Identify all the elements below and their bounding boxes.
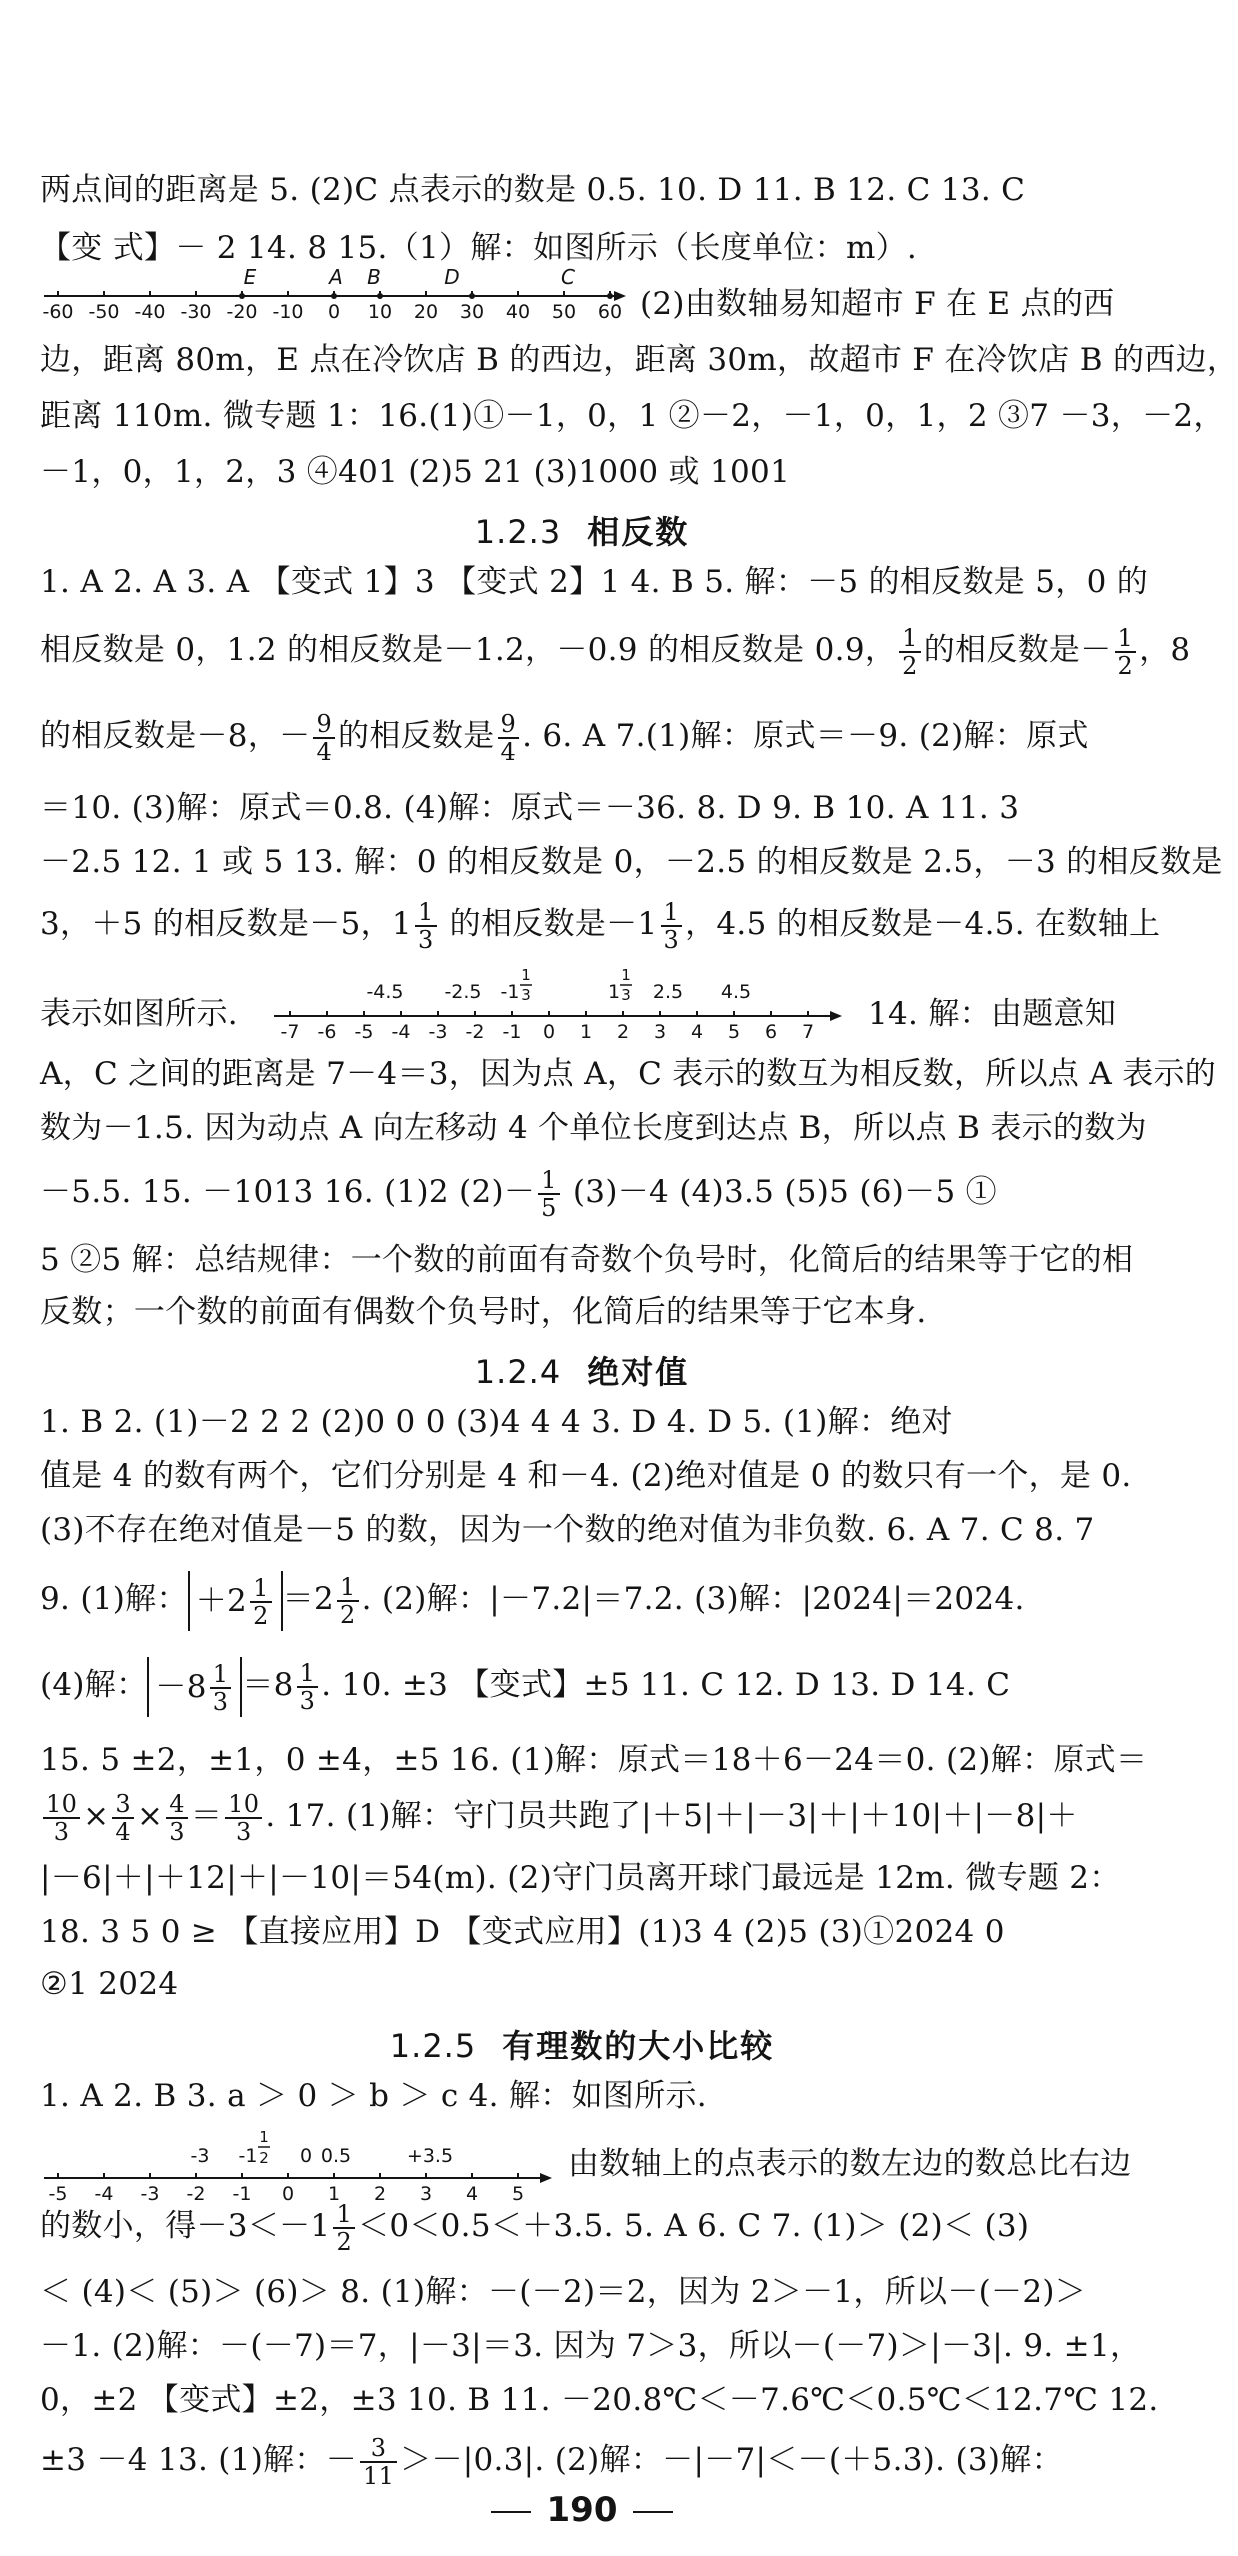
fraction: $\frac{1}{3}$ <box>415 899 437 953</box>
fraction: $\frac{1}{2}$ <box>337 1574 359 1628</box>
fraction: $\frac{4}{3}$ <box>166 1791 188 1845</box>
tick-label: -5 <box>48 2183 68 2205</box>
text-line: |－6|＋|＋12|＋|－10|＝54(m). (2)守门员离开球门最远是 12m. 微专题 2： <box>40 1860 1121 1896</box>
text-line: 14. 解：由题意知 <box>868 996 1117 1032</box>
tick-label: -3 <box>428 1021 448 1043</box>
label-1-third-den: 3 <box>621 986 631 1004</box>
label-1-third: 1 <box>607 981 621 1003</box>
tick-label: 1 <box>579 1021 593 1043</box>
label-0: 0 <box>299 2145 313 2167</box>
text-line: 15. 5 ±2，±1，0 ±4，±5 16. (1)解：原式＝18＋6－24＝0. (2)解：原式＝ <box>40 1742 1148 1778</box>
text-line: 9. (1)解： ＋2 $\frac{1}{2}$ ＝2 $\frac{1}{2}$ . (2)解：|－7.2|＝7.2. (3)解：|2024|＝2024. <box>40 1572 1025 1630</box>
text-line: $\frac{10}{3}$ × $\frac{3}{4}$ × $\frac{4}{3}$ ＝ $\frac{10}{3}$ . 17. (1)解：守门员共跑了|＋5|＋|－3|＋|＋10|＋|－8|＋ <box>40 1786 1130 1846</box>
number-line-2 <box>270 958 850 1052</box>
text-line: (4)解： －8 $\frac{1}{3}$ ＝8 $\frac{1}{3}$ . 10. ±3 【变式】±5 11. C 12. D 13. D 14. C <box>40 1658 1011 1716</box>
text-line: ±3 －4 13. (1)解：－ $\frac{3}{11}$ ＞－|0.3|. (2)解：－|－7|＜－(＋5.3). (3)解： <box>40 2433 1063 2490</box>
tick-label: 4 <box>465 2183 479 2205</box>
fraction: $\frac{3}{11}$ <box>360 2435 397 2489</box>
label-neg-1-half-den: 2 <box>259 2149 269 2167</box>
text-line: －2.5 12. 1 或 5 13. 解：0 的相反数是 0，－2.5 的相反数是 2.5，－3 的相反数是 <box>40 844 1223 880</box>
text-line: 1. A 2. B 3. a ＞ 0 ＞ b ＞ c 4. 解：如图所示. <box>40 2078 707 2114</box>
label-neg-4-5: -4.5 <box>366 981 404 1003</box>
text-line: 由数轴上的点表示的数左边的数总比右边 <box>568 2146 1132 2182</box>
label-neg-1-third: -1 <box>500 981 520 1003</box>
text-line: 边，距离 80m，E 点在冷饮店 B 的西边，距离 30m，故超市 F 在冷饮店 B 的西边， <box>40 342 1238 378</box>
fraction: $\frac{1}{3}$ <box>210 1661 232 1715</box>
section-title: 相反数 <box>587 513 690 551</box>
label-2-5: 2.5 <box>652 981 684 1003</box>
label-3-5: +3.5 <box>406 2145 454 2167</box>
text-line: 的数小，得－3＜－1 $\frac{1}{2}$ ＜0＜0.5＜＋3.5. 5. A 6. C 7. (1)＞ (2)＜ (3) <box>40 2199 1030 2256</box>
tick-label: -3 <box>140 2183 160 2205</box>
tick-label: -4 <box>94 2183 114 2205</box>
text-line: 3，＋5 的相反数是－5，1 $\frac{1}{3}$ 的相反数是－1 $\frac{1}{3}$ ，4.5 的相反数是－4.5. 在数轴上 <box>40 897 1161 954</box>
tick-label: 30 <box>459 301 485 323</box>
text-line: 5 ②5 解：总结规律：一个数的前面有奇数个负号时，化简后的结果等于它的相 <box>40 1242 1134 1278</box>
tick-label: -2 <box>186 2183 206 2205</box>
tick-label: -6 <box>317 1021 337 1043</box>
fraction: $\frac{1}{2}$ <box>250 1575 272 1629</box>
tick-label: 1 <box>327 2183 341 2205</box>
section-title: 绝对值 <box>587 1353 690 1391</box>
text-line: (3)不存在绝对值是－5 的数，因为一个数的绝对值为非负数. 6. A 7. C 8. 7 <box>40 1512 1095 1548</box>
label-neg-1-half: -1 <box>238 2145 258 2167</box>
tick-label: 2 <box>373 2183 387 2205</box>
text-line: ＜ (4)＜ (5)＞ (6)＞ 8. (1)解：－(－2)＝2，因为 2＞－1，所以－(－2)＞ <box>40 2274 1087 2310</box>
tick-label: 2 <box>616 1021 630 1043</box>
tick-label: 3 <box>419 2183 433 2205</box>
tick-label: -40 <box>134 301 166 323</box>
section-heading <box>0 1350 1164 1394</box>
tick-label: 3 <box>653 1021 667 1043</box>
text-line: －5.5. 15. －1013 16. (1)2 (2)－ $\frac{1}{5}$ (3)－4 (4)3.5 (5)5 (6)－5 ① <box>40 1165 997 1222</box>
text-line: 相反数是 0，1.2 的相反数是－1.2，－0.9 的相反数是 0.9， $\frac{1}{2}$ 的相反数是－ $\frac{1}{2}$ ，8 <box>40 623 1191 680</box>
tick-label: -5 <box>354 1021 374 1043</box>
point-label-D: D <box>444 265 460 289</box>
tick-label: 5 <box>511 2183 525 2205</box>
text-line: 18. 3 5 0 ≥ 【直接应用】D 【变式应用】(1)3 4 (2)5 (3)①2024 0 <box>40 1914 1005 1950</box>
tick-label: 10 <box>367 301 393 323</box>
label-neg-1-half-num: 1 <box>259 2128 269 2146</box>
text-line: 0，±2 【变式】±2，±3 10. B 11. －20.8℃＜－7.6℃＜0.5℃＜12.7℃ 12. <box>40 2382 1159 2418</box>
section-number: 1.2.4 <box>474 1353 562 1391</box>
tick-label: -60 <box>42 301 74 323</box>
page-number: 190 <box>0 2490 1164 2530</box>
point-label-A: A <box>329 265 343 289</box>
tick-label: -1 <box>502 1021 522 1043</box>
fraction: $\frac{1}{2}$ <box>1115 625 1137 679</box>
tick-label: 20 <box>413 301 439 323</box>
point-dot <box>469 293 475 299</box>
text-line: －1. (2)解：－(－7)＝7，|－3|＝3. 因为 7＞3，所以－(－7)＞|－3|. 9. ±1， <box>40 2328 1142 2364</box>
point-dot <box>607 293 613 299</box>
point-label-E: E <box>243 265 257 289</box>
point-dot <box>377 293 383 299</box>
fraction: $\frac{9}{4}$ <box>313 711 335 765</box>
section-heading <box>0 2024 1164 2068</box>
tick-label: -4 <box>391 1021 411 1043</box>
tick-label: 0 <box>281 2183 295 2205</box>
fraction: $\frac{10}{3}$ <box>225 1791 262 1845</box>
fraction: $\frac{1}{2}$ <box>899 625 921 679</box>
text-line: 两点间的距离是 5. (2)C 点表示的数是 0.5. 10. D 11. B 12. C 13. C <box>40 172 1026 208</box>
text-line: 1. A 2. A 3. A 【变式 1】3 【变式 2】1 4. B 5. 解：－5 的相反数是 5，0 的 <box>40 564 1149 600</box>
text-line: (2)由数轴易知超市 F 在 E 点的西 <box>640 286 1115 322</box>
text-line: －1，0，1，2，3 ④401 (2)5 21 (3)1000 或 1001 <box>40 454 791 490</box>
tick-label: -2 <box>465 1021 485 1043</box>
fraction: $\frac{3}{4}$ <box>112 1791 134 1845</box>
text-line: ＝10. (3)解：原式＝0.8. (4)解：原式＝－36. 8. D 9. B 10. A 11. 3 <box>40 790 1020 826</box>
section-heading <box>0 510 1164 554</box>
text-line: 1. B 2. (1)－2 2 2 (2)0 0 0 (3)4 4 4 3. D 4. D 5. (1)解：绝对 <box>40 1404 953 1440</box>
tick-label: -7 <box>280 1021 300 1043</box>
fraction: $\frac{10}{3}$ <box>43 1791 80 1845</box>
tick-label: -30 <box>180 301 212 323</box>
text-line: 距离 110m. 微专题 1：16.(1)①－1，0，1 ②－2，－1，0，1，2 ③7 －3，－2， <box>40 398 1225 434</box>
fraction: $\frac{1}{3}$ <box>661 899 683 953</box>
point-dot <box>239 293 245 299</box>
section-title: 有理数的大小比较 <box>502 2027 775 2065</box>
text-line: 表示如图所示. <box>40 996 238 1032</box>
fraction: $\frac{1}{5}$ <box>538 1167 560 1221</box>
point-label-B: B <box>367 265 381 289</box>
tick-label: 6 <box>764 1021 778 1043</box>
absolute-value: ＋2 $\frac{1}{2}$ <box>188 1571 283 1631</box>
text-line: 【变 式】－ 2 14. 8 15.（1）解：如图所示（长度单位：m）. <box>40 230 918 266</box>
tick-label: -10 <box>272 301 304 323</box>
tick-label: -1 <box>232 2183 252 2205</box>
section-number: 1.2.5 <box>389 2027 477 2065</box>
tick-label: 4 <box>690 1021 704 1043</box>
text-line: ②1 2024 <box>40 1966 179 2002</box>
label-neg-1-third-den: 3 <box>521 986 531 1004</box>
text-line: 的相反数是－8，－ $\frac{9}{4}$ 的相反数是 $\frac{9}{4}$ . 6. A 7.(1)解：原式＝－9. (2)解：原式 <box>40 709 1089 766</box>
tick-label: -20 <box>226 301 258 323</box>
point-label-C: C <box>561 265 575 289</box>
text-line: 值是 4 的数有两个，它们分别是 4 和－4. (2)绝对值是 0 的数只有一个，是 0. <box>40 1458 1132 1494</box>
number-line-1 <box>40 262 630 336</box>
tick-label: 50 <box>551 301 577 323</box>
label-0-5: 0.5 <box>320 2145 352 2167</box>
tick-label: 0 <box>542 1021 556 1043</box>
text-line: A，C 之间的距离是 7－4＝3，因为点 A，C 表示的数互为相反数，所以点 A 表示的 <box>40 1056 1217 1092</box>
fraction: $\frac{1}{2}$ <box>333 2201 355 2255</box>
point-dot <box>331 293 337 299</box>
tick-label: 60 <box>597 301 623 323</box>
fraction: $\frac{9}{4}$ <box>498 711 520 765</box>
tick-label: 0 <box>327 301 341 323</box>
label-neg-1-third-num: 1 <box>521 966 531 984</box>
label-neg-2-5: -2.5 <box>444 981 482 1003</box>
absolute-value: －8 $\frac{1}{3}$ <box>147 1657 242 1717</box>
tick-label: -50 <box>88 301 120 323</box>
label-4-5: 4.5 <box>720 981 752 1003</box>
label-neg-3: -3 <box>190 2145 210 2167</box>
tick-label: 7 <box>801 1021 815 1043</box>
section-number: 1.2.3 <box>474 513 562 551</box>
tick-label: 40 <box>505 301 531 323</box>
label-1-third-num: 1 <box>621 966 631 984</box>
tick-label: 5 <box>727 1021 741 1043</box>
text-line: 数为－1.5. 因为动点 A 向左移动 4 个单位长度到达点 B，所以点 B 表示的数为 <box>40 1110 1147 1146</box>
fraction: $\frac{1}{3}$ <box>297 1660 319 1714</box>
text-line: 反数；一个数的前面有偶数个负号时，化简后的结果等于它本身. <box>40 1294 927 1330</box>
